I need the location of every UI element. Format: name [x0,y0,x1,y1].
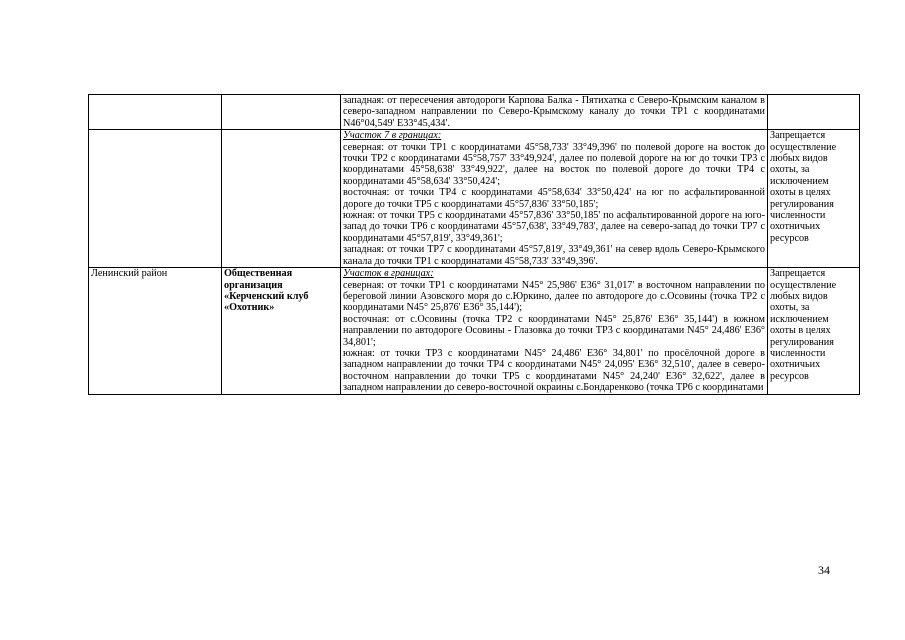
district-cell [89,130,222,268]
section-heading: Участок в границах: [343,268,434,280]
organization-cell [222,95,341,130]
boundary-north: северная: от точки ТР1 с координатами 45°58,733' 33°49,396' по полевой дороге на восток до точки ТР2 с координатами 45°58,757' 33°49,924', далее по полевой дороге на юг до точки ТР3 с координатами 45°58,638' 33°49,922', далее на восток по полевой дороге до точки ТР4 с координатами 45°58,634' 33°50,424'; [343,141,765,187]
table-row [89,95,860,130]
restrictions-cell: Запрещается осуществление любых видов охоты, за исключением охоты в целях регулирования численности охотничьих ресурсов [768,268,860,394]
restrictions-cell [768,95,860,130]
boundary-south: южная: от точки ТР5 с координатами 45°57,836' 33°50,185' по асфальтированной дороге на юго-запад до точки ТР6 с координатами 45°57,638', 33°49,783', далее на северо-запад до точки ТР7 с координатами 45°57,819', 33°49,361'; [343,210,765,244]
district-cell [89,95,222,130]
boundary-north: северная: от точки ТР1 с координатами N45° 25,986' E36° 31,017' в восточном направлении по береговой линии Азовского моря до с.Юркино, далее по автодороге до с.Осовины (точка ТР2 с координатами N45° 25,876' E36° 35,144'); [343,279,765,314]
organization-cell: Общественная организация «Керченский клуб «Охотник» [222,268,341,394]
boundaries-cell [341,130,768,268]
table-row [89,268,860,394]
section-heading: Участок 7 в границах: [343,130,442,142]
boundary-south: южная: от точки ТР3 с координатами N45° 24,486' E36° 34,801' по просёлочной дороге в западном направлении до точки ТР4 с координатами N45° 24,095' E36° 32,510', далее в северо-восточном направлении до точки ТР5 с координатами N45° 24,240' E36° 32,622', далее в западном направлении до северо-восточной окраины с.Бондаренково (точка ТР6 с координатами [343,347,765,394]
table-row [89,130,860,268]
restrictions-cell: Запрещается осуществление любых видов охоты, за исключением охоты в целях регулирования численности охотничьих ресурсов [768,130,860,268]
boundary-east: восточная: от точки ТР4 с координатами 45°58,634' 33°50,424' на юг по асфальтированной дороге до точки ТР5 с координатами 45°57,836' 33°50,185'; [343,187,765,210]
boundary-west: западная: от пересечения автодороги Карпова Балка - Пятихатка с Северо-Крымским каналом в северо-западном направлении по Северо-Крымскому каналу до точки ТР1 с координатами N46°04,549' E33°45,434'. [343,95,765,129]
organization-cell [222,130,341,268]
boundaries-cell [341,95,768,130]
boundary-west: западная: от точки ТР7 с координатами 45°57,819', 33°49,361' на север вдоль Северо-Крымского канала до точки ТР1 с координатами 45°58,733' 33°49,396'. [343,244,765,267]
district-cell: Ленинский район [89,268,222,394]
boundaries-cell [341,268,768,394]
page-number: 34 [818,563,830,577]
boundary-east: восточная: от с.Осовины (точка ТР2 с координатами N45° 25,876' E36° 35,144') в южном направлении по автодороге Осовины - Глазовка до точки ТР3 с координатами N45° 24,486' E36° 34,801'; [343,313,765,348]
document-table [88,94,860,395]
